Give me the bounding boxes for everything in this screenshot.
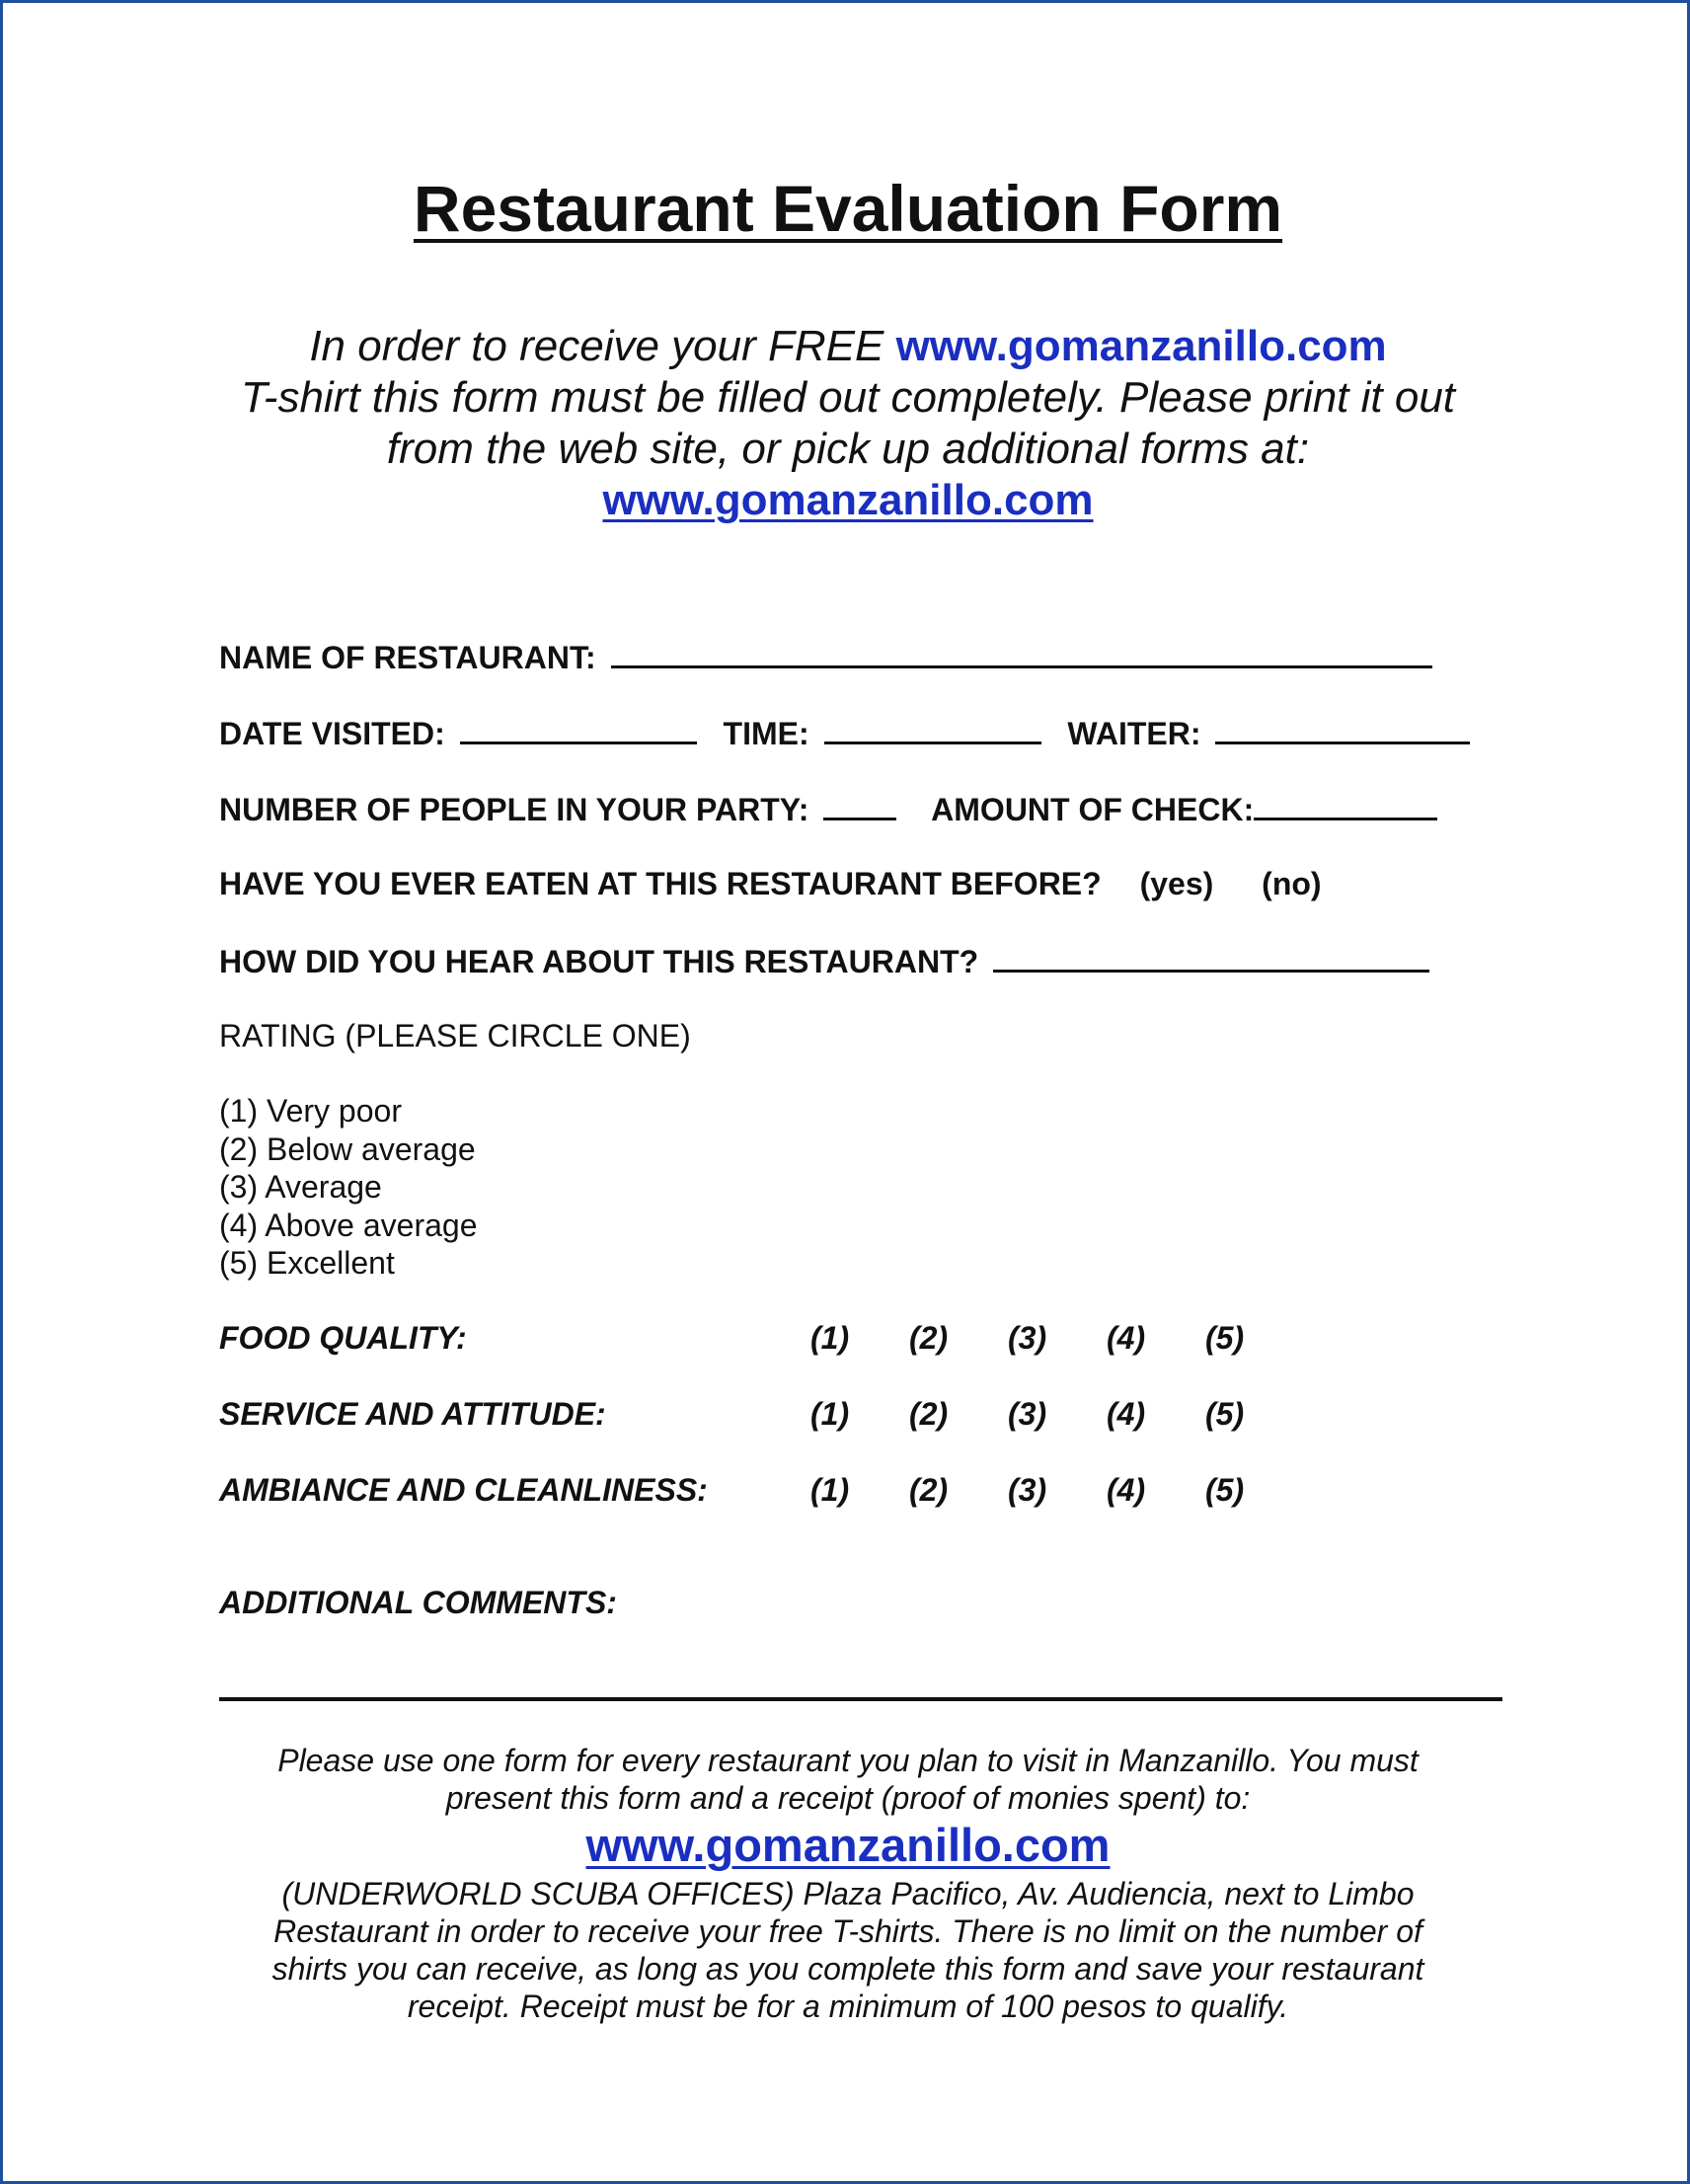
service-rating-5[interactable]: (5) [1205,1396,1245,1432]
rating-heading: RATING (PLEASE CIRCLE ONE) [219,1018,691,1053]
intro-website-link[interactable]: www.gomanzanillo.com [602,476,1094,524]
waiter-label: WAITER: [1067,716,1201,751]
intro-link[interactable]: www.gomanzanillo.com [895,322,1387,370]
comments-line[interactable] [219,1697,1502,1701]
heard-about-label: HOW DID YOU HEAR ABOUT THIS RESTAURANT? [219,944,979,979]
party-size-field[interactable] [823,788,896,820]
scale-item: (2) Below average [219,1131,476,1167]
ambiance-rating-1[interactable]: (1) [810,1472,850,1508]
page-title: Restaurant Evaluation Form [413,172,1283,245]
service-rating-3[interactable]: (3) [1008,1396,1047,1432]
party-check-row [219,788,1437,829]
comments-label: ADDITIONAL COMMENTS: [219,1585,617,1620]
rating-label-ambiance: AMBIANCE AND CLEANLINESS: [219,1472,708,1508]
food-rating-1[interactable]: (1) [810,1320,850,1356]
food-rating-3[interactable]: (3) [1008,1320,1047,1356]
footer-text: Restaurant in order to receive your free T-shirts. There is no limit on the number of [273,1913,1422,1949]
food-rating-5[interactable]: (5) [1205,1320,1245,1356]
rating-label-service: SERVICE AND ATTITUDE: [219,1396,606,1432]
scale-item: (3) Average [219,1169,382,1205]
intro-paragraph [3,321,1690,526]
service-rating-4[interactable]: (4) [1107,1396,1146,1432]
party-size-label: NUMBER OF PEOPLE IN YOUR PARTY: [219,792,809,827]
eaten-before-label: HAVE YOU EVER EATEN AT THIS RESTAURANT BEFORE? [219,866,1102,901]
footer-text: (UNDERWORLD SCUBA OFFICES) Plaza Pacifico, Av. Audiencia, next to Limbo [281,1876,1415,1911]
service-rating-1[interactable]: (1) [810,1396,850,1432]
heard-about-field[interactable] [993,940,1429,973]
visit-details-row [219,712,1470,753]
check-amount-label: AMOUNT OF CHECK: [931,792,1255,827]
scale-item: (4) Above average [219,1207,478,1243]
yes-option[interactable]: (yes) [1139,866,1214,901]
date-visited-field[interactable] [460,712,697,744]
scale-item: (5) Excellent [219,1245,395,1281]
service-rating-2[interactable]: (2) [909,1396,949,1432]
intro-text: In order to receive your FREE [309,322,896,370]
food-rating-4[interactable]: (4) [1107,1320,1146,1356]
restaurant-name-field[interactable] [611,636,1432,668]
time-label: TIME: [723,716,809,751]
ambiance-rating-3[interactable]: (3) [1008,1472,1047,1508]
food-rating-2[interactable]: (2) [909,1320,949,1356]
footer-website-link[interactable]: www.gomanzanillo.com [585,1819,1111,1871]
rating-label-food-quality: FOOD QUALITY: [219,1320,467,1356]
footer-text: shirts you can receive, as long as you complete this form and save your restaurant [271,1951,1424,1987]
time-field[interactable] [824,712,1041,744]
footer-text: present this form and a receipt (proof of monies spent) to: [445,1780,1251,1816]
ambiance-rating-2[interactable]: (2) [909,1472,949,1508]
waiter-field[interactable] [1215,712,1470,744]
check-amount-field[interactable] [1254,788,1437,820]
restaurant-name-row [219,636,1432,677]
rating-scale-legend [219,1092,478,1283]
date-visited-label: DATE VISITED: [219,716,445,751]
restaurant-name-label: NAME OF RESTAURANT: [219,640,596,675]
eaten-before-row [219,864,1322,903]
no-option[interactable]: (no) [1262,866,1322,901]
intro-text: from the web site, or pick up additional forms at: [386,425,1310,473]
footer-text: Please use one form for every restaurant you plan to visit in Manzanillo. You must [277,1743,1419,1778]
ambiance-rating-4[interactable]: (4) [1107,1472,1146,1508]
ambiance-rating-5[interactable]: (5) [1205,1472,1245,1508]
heard-about-row [219,940,1429,981]
intro-text: T-shirt this form must be filled out completely. Please print it out [240,373,1456,422]
footer-link-row [3,1818,1690,1873]
scale-item: (1) Very poor [219,1093,402,1129]
footer-text: receipt. Receipt must be for a minimum of 100 pesos to qualify. [407,1989,1289,2024]
